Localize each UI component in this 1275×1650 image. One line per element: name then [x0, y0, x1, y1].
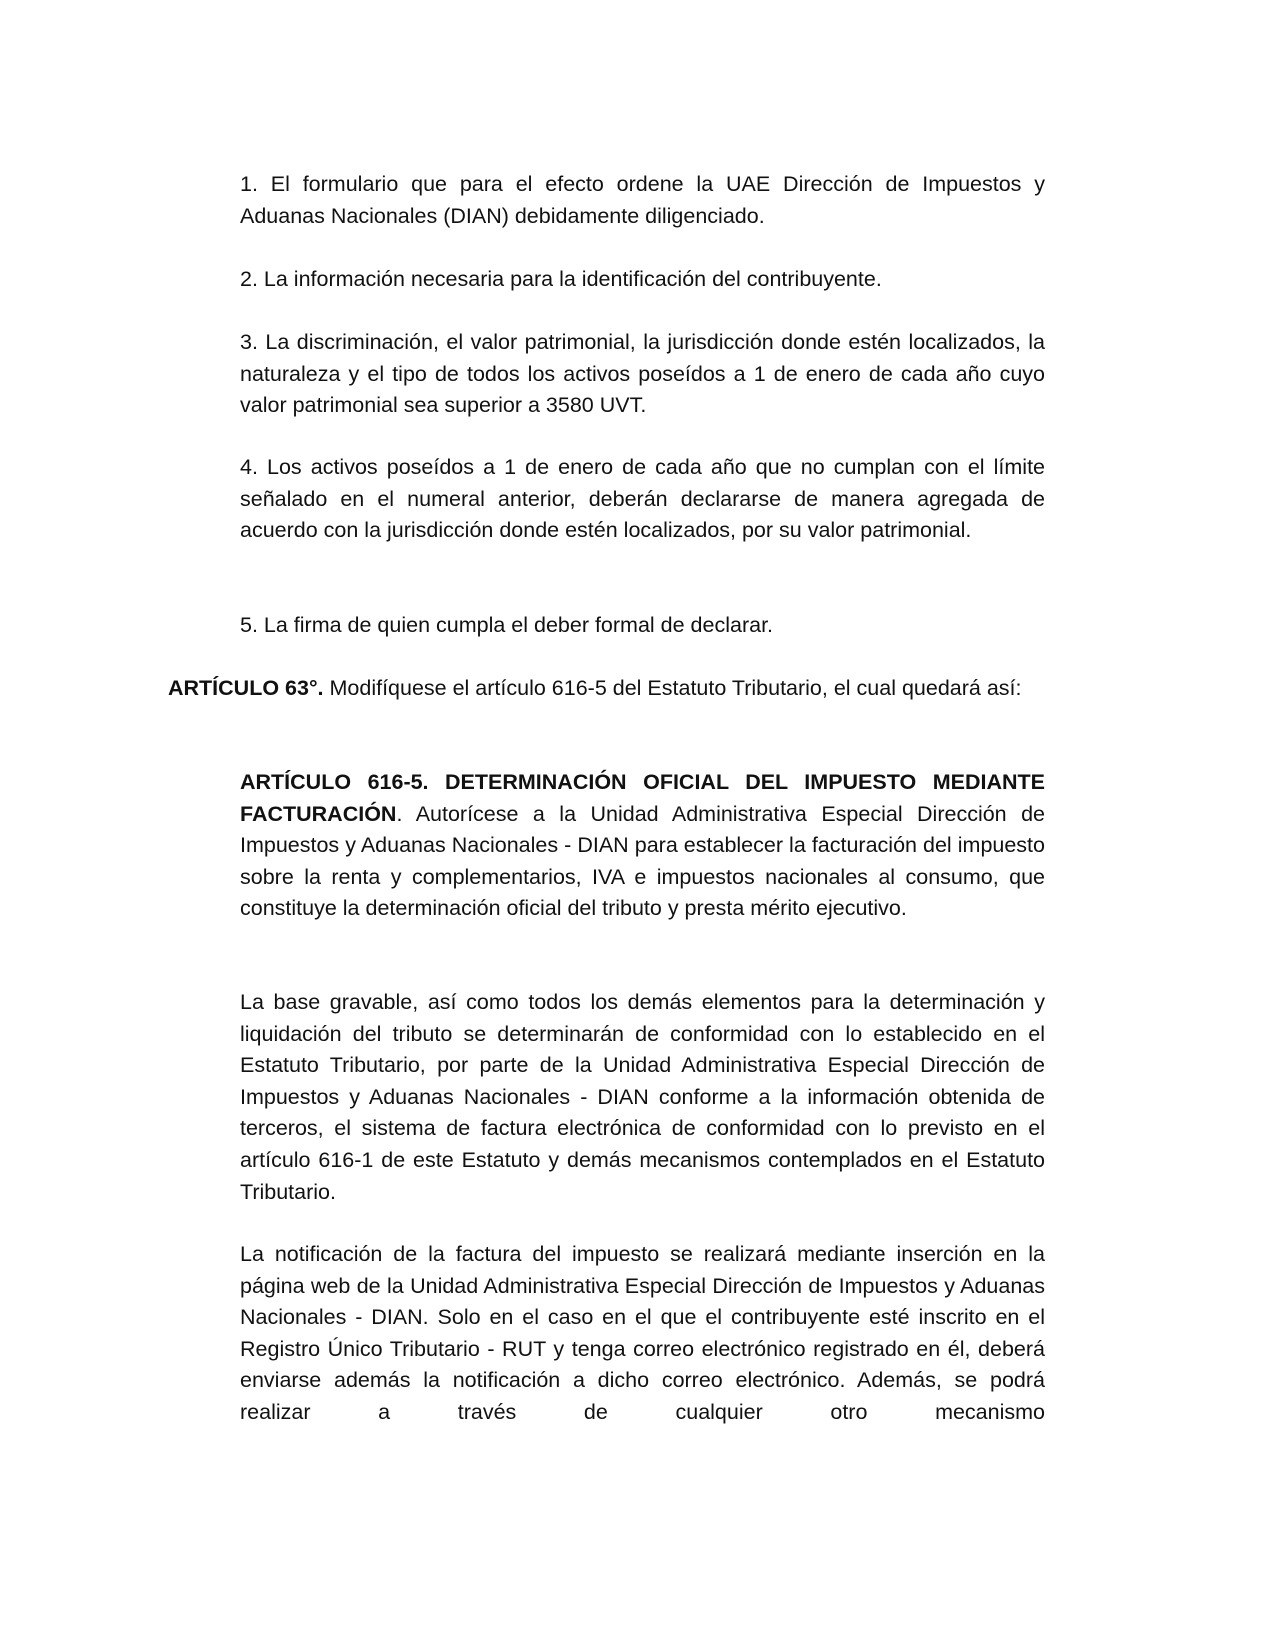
list-item-3: 3. La discriminación, el valor patrimonial, la jurisdicción donde estén localizados, la naturaleza y el tipo de todos los activos poseídos a 1 de enero de cada año cuyo valor patrimonial sea superior a 3580 UVT. — [240, 330, 1045, 418]
list-item-5: 5. La firma de quien cumpla el deber formal de declarar. — [240, 613, 774, 637]
article-63-heading: ARTÍCULO 63°. — [168, 676, 324, 700]
article-63-text: Modifíquese el artículo 616-5 del Estatuto Tributario, el cual quedará así: — [323, 676, 1022, 700]
list-item-4: 4. Los activos poseídos a 1 de enero de cada año que no cumplan con el límite señalado en el numeral anterior, deberán declararse de manera agregada de acuerdo con la jurisdicción donde estén localizados, por su valor patrimonial. — [240, 455, 1045, 543]
list-item-1: 1. El formulario que para el efecto ordene la UAE Dirección de Impuestos y Aduanas Nacionales (DIAN) debidamente diligenciado. — [240, 172, 1045, 228]
body-paragraph-base-gravable: La base gravable, así como todos los demás elementos para la determinación y liquidación del tributo se determinarán de conformidad con lo establecido en el Estatuto Tributario, por parte de la Unidad Administrativa Especial Dirección de Impuestos y Aduanas Nacionales - DIAN conforme a la información obtenida de terceros, el sistema de factura electrónica de conformidad con lo previsto en el artículo 616-1 de este Estatuto y demás mecanismos contemplados en el Estatuto Tributario. — [240, 990, 1045, 1204]
list-item-2: 2. La información necesaria para la identificación del contribuyente. — [240, 267, 882, 291]
body-paragraph-notificacion: La notificación de la factura del impuesto se realizará mediante inserción en la página web de la Unidad Administrativa Especial Dirección de Impuestos y Aduanas Nacionales - DIAN. Solo en el caso en el que el contribuyente esté inscrito en el Registro Único Tributario - RUT y tenga correo electrónico registrado en él, deberá enviarse además la notificación a dicho correo electrónico. Además, se podrá realizar a través de cualquier otro mecanismo — [240, 1242, 1045, 1424]
article-63-paragraph — [168, 673, 1045, 705]
article-616-5-heading: ARTÍCULO 616-5. DETERMINACIÓN OFICIAL DEL IMPUESTO MEDIANTE FACTURACIÓN — [240, 770, 1045, 826]
article-616-5-paragraph — [240, 767, 1045, 925]
article-616-5-text: . Autorícese a la Unidad Administrativa Especial Dirección de Impuestos y Aduanas Nacionales - DIAN para establecer la facturación del impuesto sobre la renta y complementarios, IVA e impuestos nacionales al consumo, que constituye la determinación oficial del tributo y presta mérito ejecutivo. — [240, 801, 1045, 921]
